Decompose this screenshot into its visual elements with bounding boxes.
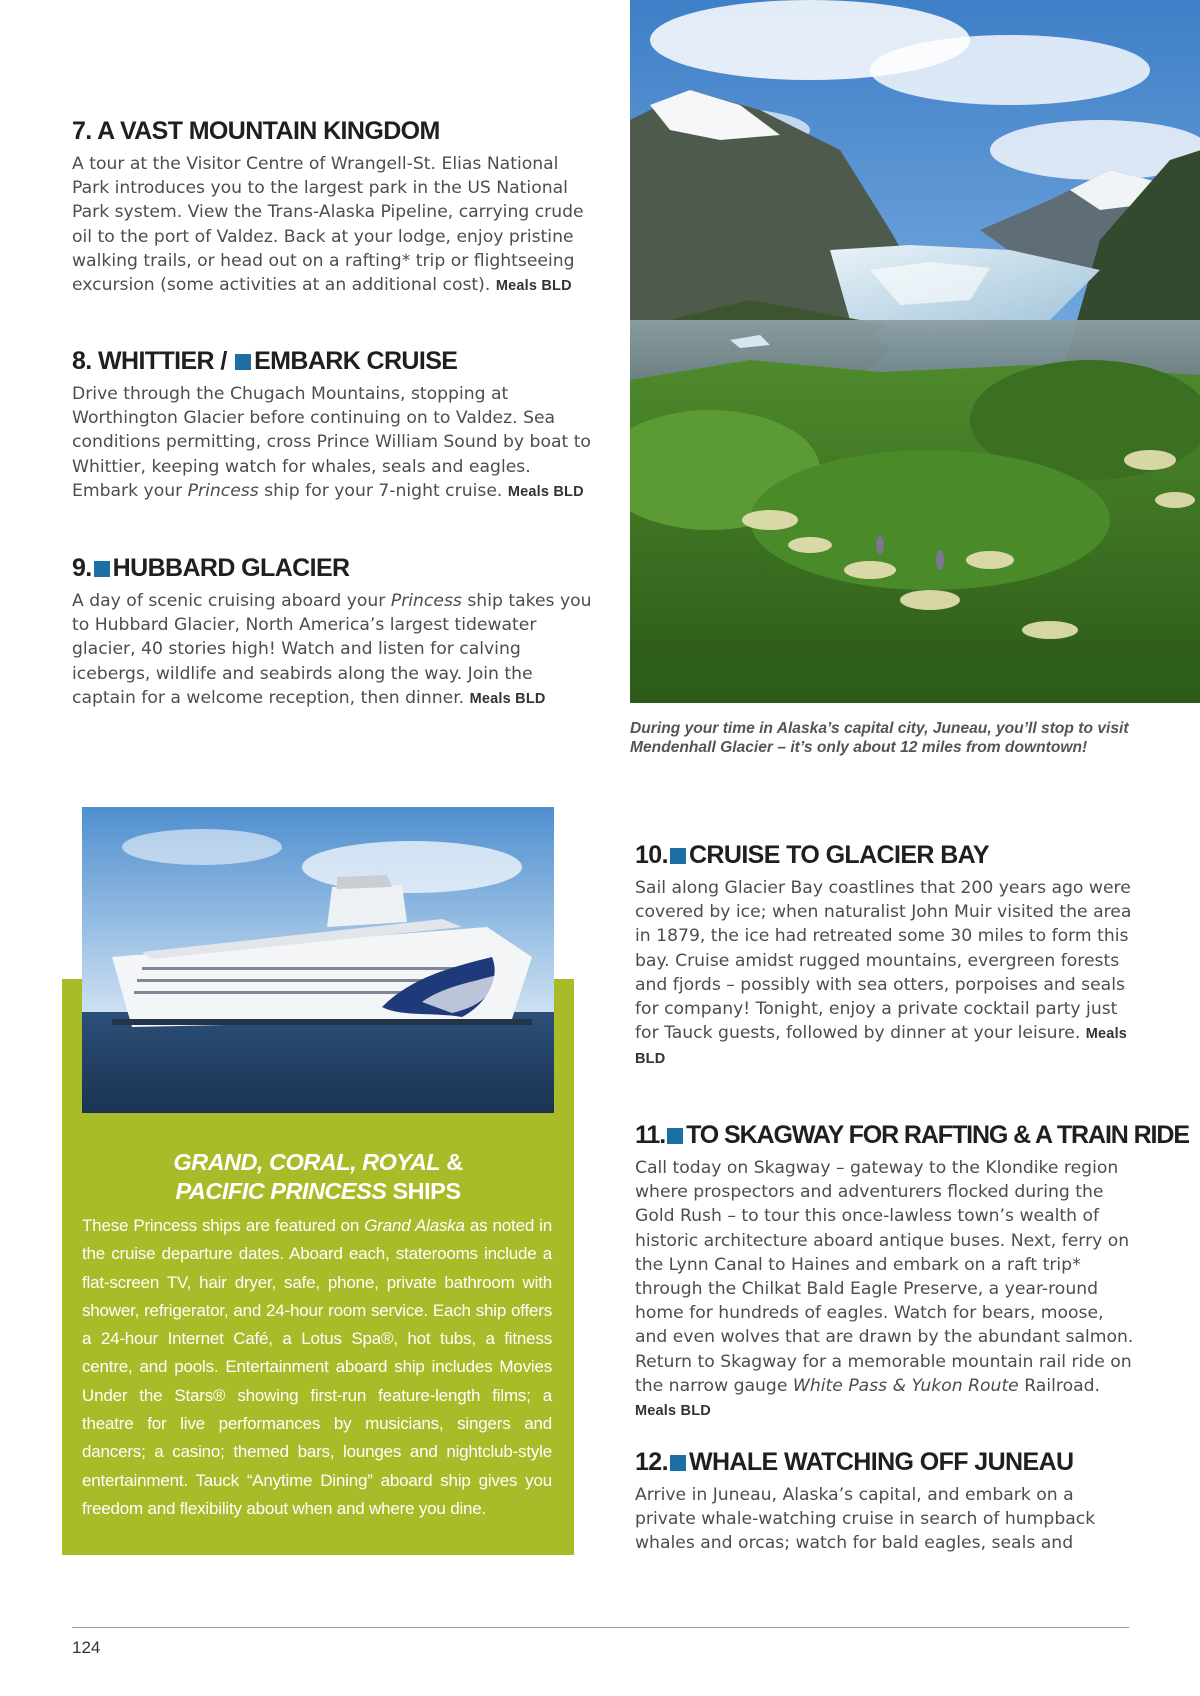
day-9-meals: Meals BLD (469, 690, 546, 707)
footer-divider (72, 1627, 1129, 1628)
day-12-heading: 12. WHALE WATCHING OFF JUNEAU (635, 1448, 1074, 1476)
day-11-section (635, 1120, 1189, 1423)
day-10-meals: Meals BLD (635, 1026, 1128, 1068)
day-8-meals: Meals BLD (507, 483, 584, 500)
cruise-square-icon (94, 561, 110, 577)
glacier-landscape-illustration (630, 0, 1200, 703)
day-8-heading: 8. WHITTIER / EMBARK CRUISE (72, 347, 458, 375)
cruise-ship-illustration (82, 807, 554, 1113)
day-9-body: A day of scenic cruising aboard your Princess ship takes you to Hubbard Glacier, North America’s largest tidewater glacier, 40 stories high! Watch and listen for calving icebergs, wildlife and seabirds along the way. Join the captain for a welcome reception, then dinner. Meals BLD (72, 591, 592, 708)
cruise-square-icon (235, 354, 251, 370)
day-7-meals: Meals BLD (495, 278, 572, 295)
day-11-meals: Meals BLD (635, 1403, 711, 1420)
day-8-section (72, 346, 592, 504)
day-9-section (72, 553, 592, 711)
day-7-heading: 7. A VAST MOUNTAIN KINGDOM (72, 117, 440, 145)
day-7-section (72, 116, 592, 298)
cruise-square-icon (670, 1455, 686, 1471)
day-11-body: Call today on Skagway – gateway to the Klondike region where prospectors and adventurers flocked during the Gold Rush – to tour this once-lawless town’s wealth of historic architecture aboard antique buses. Next, ferry on the Lynn Canal to Haines and embark on a raft trip* through the Chilkat Bald Eagle Preserve, a year-round home for hundreds of eagles. Watch for bears, moose, and even wolves that are drawn by the abundant salmon. Return to Skagway for a memorable mountain rail ride on the narrow gauge White Pass & Yukon Route Railroad. Meals BLD (635, 1158, 1134, 1420)
day-10-heading: 10. CRUISE TO GLACIER BAY (635, 841, 989, 869)
page-number: 124 (72, 1638, 101, 1657)
day-9-heading: 9. HUBBARD GLACIER (72, 554, 350, 582)
princess-ship-photo (82, 807, 554, 1113)
photo-caption: During your time in Alaska’s capital city, Juneau, you’ll stop to visit Mendenhall Glacier – it’s only about 12 miles from downtown! (630, 720, 1129, 756)
mendenhall-glacier-photo (630, 0, 1200, 703)
day-10-section (635, 840, 1140, 1072)
day-12-section (635, 1447, 1120, 1556)
day-11-heading: 11. TO SKAGWAY FOR RAFTING & A TRAIN RIDE (635, 1121, 1189, 1149)
cruise-square-icon (670, 848, 686, 864)
cruise-square-icon (667, 1128, 683, 1144)
day-12-body: Arrive in Juneau, Alaska’s capital, and embark on a private whale-watching cruise in search of humpback whales and orcas; watch for bald eagles, seals and (635, 1485, 1096, 1554)
day-8-body: Drive through the Chugach Mountains, stopping at Worthington Glacier before continuing on to Valdez. Sea conditions permitting, cross Prince William Sound by boat to Whittier, keeping watch for whales, seals and eagles. Embark your Princess ship for your 7-night cruise. Meals BLD (72, 384, 591, 501)
ships-box-title: GRAND, CORAL, ROYAL & PACIFIC PRINCESS SHIPS (173, 1149, 463, 1204)
ships-box-body: These Princess ships are featured on Grand Alaska as noted in the cruise departure dates. Aboard each, staterooms include a flat-screen TV, hair dryer, safe, phone, private bathroom with shower, refrigerator, and 24-hour room service. Each ship offers a 24-hour Internet Café, a Lotus Spa®, hot tubs, a fitness centre, and pools. Entertainment aboard ship includes Movies Under the Stars® showing first-run feature-length films; a theatre for live performances by musicians, singers and dancers; a casino; themed bars, lounges and nightclub-style entertainment. Tauck “Anytime Dining” aboard ship gives you freedom and flexibility about when and where you dine. (82, 1216, 552, 1518)
day-10-body: Sail along Glacier Bay coastlines that 200 years ago were covered by ice; when naturalist John Muir visited the area in 1879, the ice had retreated some 30 miles to form this bay. Cruise amidst rugged mountains, evergreen forests and fjords – possibly with sea otters, porpoises and seals for company! Tonight, enjoy a private cocktail party just for Tauck guests, followed by dinner at your leisure. Meals BLD (635, 878, 1132, 1068)
day-7-body: A tour at the Visitor Centre of Wrangell-St. Elias National Park introduces you to the largest park in the US National Park system. View the Trans-Alaska Pipeline, carrying crude oil to the port of Valdez. Back at your lodge, enjoy pristine walking trails, or head out on a rafting* trip or flightseeing excursion (some activities at an additional cost). Meals BLD (72, 154, 584, 296)
